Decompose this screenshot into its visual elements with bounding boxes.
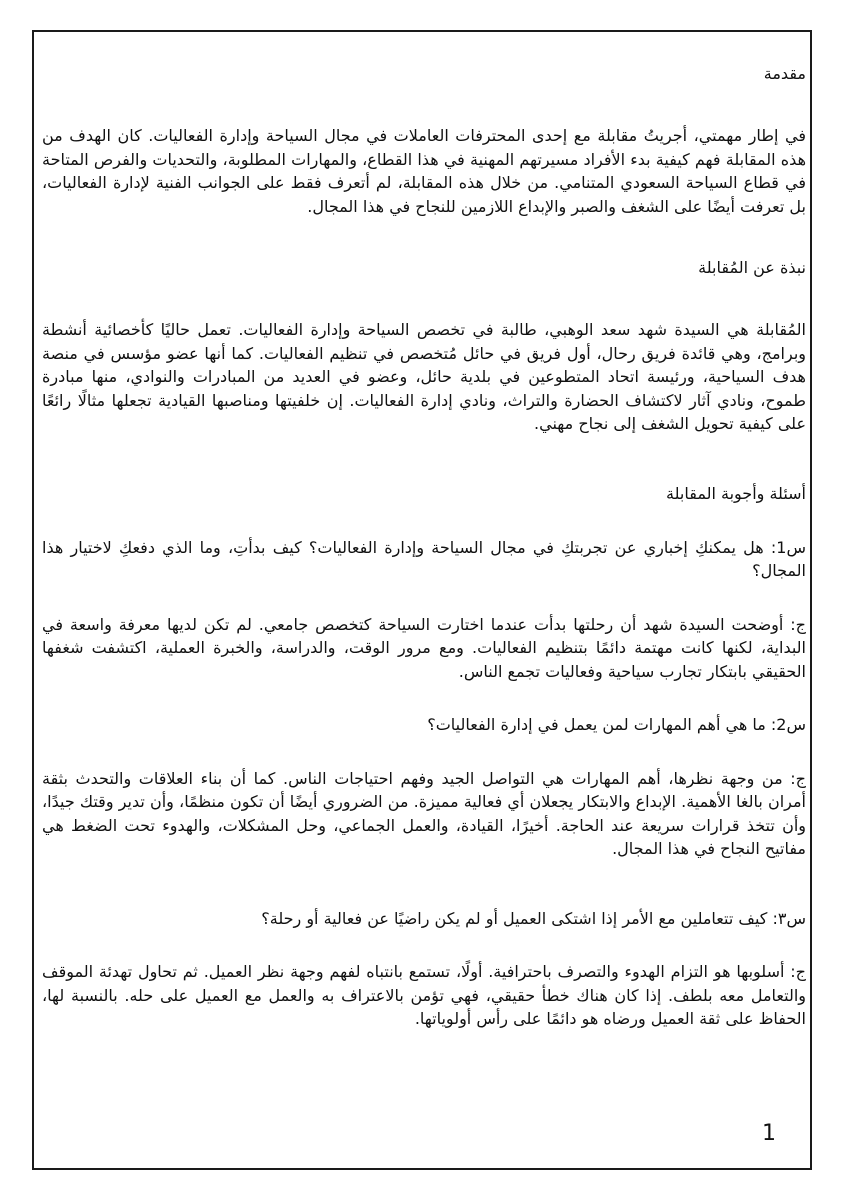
document-body — [42, 62, 806, 1031]
answer-2: ج: من وجهة نظرها، أهم المهارات هي التواصل الجيد وفهم احتياجات الناس. كما أن بناء العلاقات والتحدث بثقة أمران بالغا الأهمية. الإبداع والابتكار يجعلان أي فعالية مميزة. من الضروري أيضًا أن تكون منظمًا، وأن تدير وقتك جيدًا، وأن تتخذ قرارات سريعة عند الحاجة. أخيرًا، القيادة، والعمل الجماعي، وحل المشكلات، والهدوء تحت الضغط هي مفاتيح النجاح في هذا المجال. — [42, 768, 806, 858]
qa-heading: أسئلة وأجوبة المقابلة — [666, 483, 806, 503]
about-paragraph: المُقابلة هي السيدة شهد سعد الوهبي، طالبة في تخصص السياحة وإدارة الفعاليات. تعمل حاليًا كأخصائية أنشطة وبرامج، وهي قائدة فريق رحال، أول فريق في حائل مُتخصص في تنظيم الفعاليات. كما أنها عضو مؤسس في منصة هدف السياحية، ورئيسة اتحاد المتطوعين في بلدية حائل، وعضو في العديد من المبادرات والنوادي، منها مبادرة طموح، ونادي آثار لاكتشاف الحضارة والتراث، ونادي إدارة الفعاليات. إن خلفيتها ومناصبها القيادية تجعلها مثالًا رائعًا على كيفية تحويل الشغف إلى نجاح مهني. — [42, 320, 806, 433]
question-2: س2: ما هي أهم المهارات لمن يعمل في إدارة الفعاليات؟ — [427, 715, 806, 734]
answer-1: ج: أوضحت السيدة شهد أن رحلتها بدأت عندما اختارت السياحة كتخصص جامعي. لم تكن لديها معرفة واسعة في البداية، لكنها كانت مهتمة دائمًا بتنظيم الفعاليات. ومع مرور الوقت، والدراسة، والخبرة العملية، اكتشفت شغفها الحقيقي بابتكار تجارب سياحية وفعاليات تجمع الناس. — [42, 614, 806, 681]
answer-3: ج: أسلوبها هو التزام الهدوء والتصرف باحترافية. أولًا، تستمع بانتباه لفهم وجهة نظر العميل. ثم تحاول تهدئة الموقف والتعامل معه بلطف. إذا كان هناك خطأ حقيقي، فهي تؤمن بالاعتراف به والعمل مع العميل على حله. بالنسبة لها، الحفاظ على ثقة العميل ورضاه هو دائمًا على رأس أولوياتها. — [42, 962, 806, 1028]
page-number: 1 — [762, 1121, 776, 1146]
question-1: س1: هل يمكنكِ إخباري عن تجربتكِ في مجال السياحة وإدارة الفعاليات؟ كيف بدأتِ، وما الذي دفعكِ لاختيار هذا المجال؟ — [42, 537, 806, 580]
intro-paragraph: في إطار مهمتي، أجريتُ مقابلة مع إحدى المحترفات العاملات في مجال السياحة وإدارة الفعاليات. كان الهدف من هذه المقابلة فهم كيفية بدء الأفراد مسيرتهم المهنية في هذا القطاع، والمهارات المطلوبة، والتحديات والفرص المتاحة في قطاع السياحة السعودي المتنامي. من خلال هذه المقابلة، لم أتعرف فقط على الجوانب الفنية لإدارة الفعاليات، بل تعرفت أيضًا على الشغف والصبر والإبداع اللازمين للنجاح في هذا المجال. — [42, 126, 806, 216]
question-3: س٣: كيف تتعاملين مع الأمر إذا اشتكى العميل أو لم يكن راضيًا عن فعالية أو رحلة؟ — [261, 908, 806, 928]
intro-heading: مقدمة — [763, 64, 806, 83]
about-heading: نبذة عن المُقابلة — [698, 258, 806, 277]
